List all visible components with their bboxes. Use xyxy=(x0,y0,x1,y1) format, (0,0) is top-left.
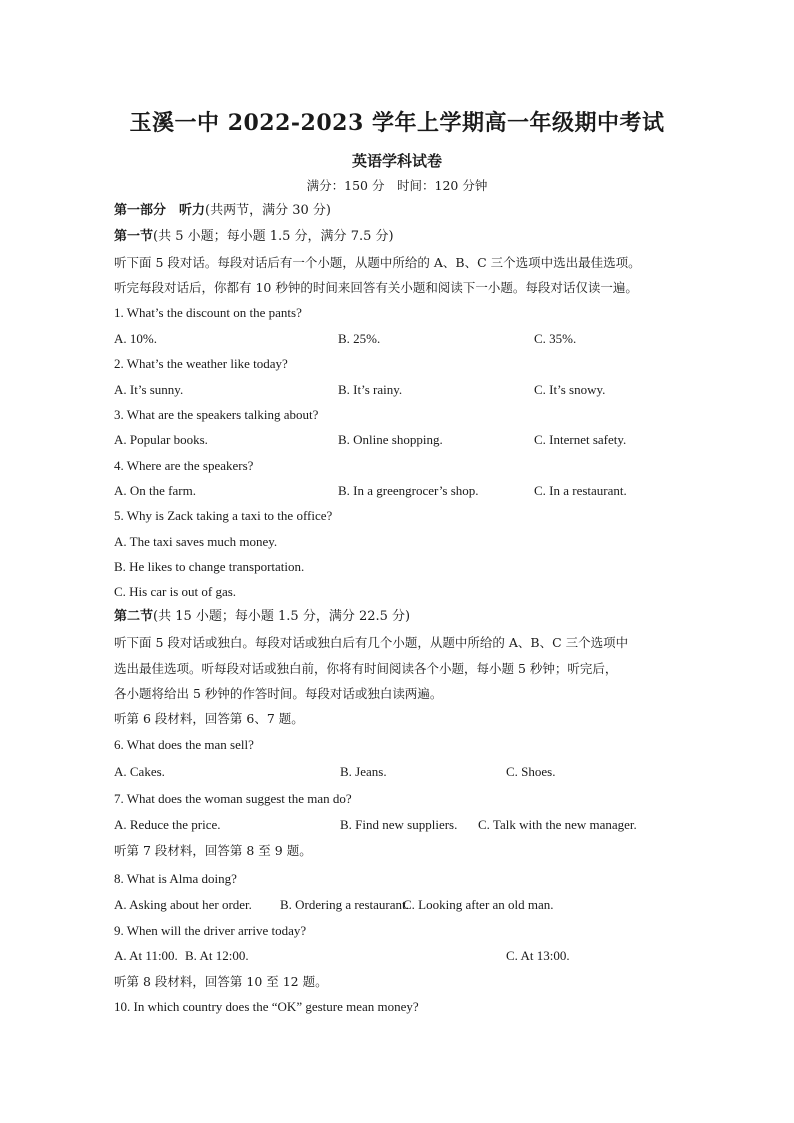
section1-heading xyxy=(114,229,394,245)
question-6-option-a: A. Cakes. xyxy=(114,764,165,779)
section2-heading xyxy=(114,609,410,625)
question-5-option-c: C. His car is out of gas. xyxy=(114,584,237,599)
question-4-option-a: A. On the farm. xyxy=(114,483,196,498)
question-2-stem: 2. What’s the weather like today? xyxy=(114,356,288,371)
question-2-option-c: C. It’s snowy. xyxy=(534,382,606,397)
question-8-option-b: B. Ordering a restaurant. xyxy=(280,897,409,912)
question-2-option-b: B. It’s rainy. xyxy=(338,382,403,397)
section1-instruction-1: 听下面 5 段对话。每段对话后有一个小题，从题中所给的 A、B、C 三个选项中选出最佳选项。 xyxy=(114,255,641,270)
part1-heading xyxy=(114,203,331,219)
question-9-stem: 9. When will the driver arrive today? xyxy=(114,923,307,938)
question-1-option-a: A. 10%. xyxy=(114,331,157,346)
question-3-stem: 3. What are the speakers talking about? xyxy=(114,407,319,422)
question-5-option-a: A. The taxi saves much money. xyxy=(114,534,278,549)
question-4-stem: 4. Where are the speakers? xyxy=(114,458,254,473)
question-3-option-a: A. Popular books. xyxy=(114,432,208,447)
question-7-stem: 7. What does the woman suggest the man do? xyxy=(114,791,352,806)
question-6-option-c: C. Shoes. xyxy=(506,764,556,779)
question-6-option-b: B. Jeans. xyxy=(340,764,387,779)
question-7-option-a: A. Reduce the price. xyxy=(114,817,221,832)
part1-heading-bold: 第一部分 听力 xyxy=(114,203,206,218)
material-6-note: 听第 6 段材料，回答第 6、7 题。 xyxy=(114,711,304,726)
score-time-line: 满分：150 分 时间：120 分钟 xyxy=(306,178,488,193)
question-6-stem: 6. What does the man sell? xyxy=(114,737,254,752)
question-1-option-b: B. 25%. xyxy=(338,331,381,346)
section1-instruction-2: 听完每段对话后，你都有 10 秒钟的时间来回答有关小题和阅读下一小题。每段对话仅读一遍。 xyxy=(114,280,638,295)
section2-heading-bold: 第二节 xyxy=(114,609,154,624)
section2-instruction-2: 选出最佳选项。听每段对话或独白前，你将有时间阅读各个小题，每小题 5 秒钟；听完后， xyxy=(114,661,618,676)
question-5-stem: 5. Why is Zack taking a taxi to the office? xyxy=(114,508,333,523)
question-9-option-a: A. At 11:00. xyxy=(114,948,178,963)
exam-subtitle: 英语学科试卷 xyxy=(351,152,442,170)
section1-heading-rest: (共 5 小题；每小题 1.5 分，满分 7.5 分) xyxy=(153,229,394,244)
question-4-option-b: B. In a greengrocer’s shop. xyxy=(338,483,479,498)
question-3-option-b: B. Online shopping. xyxy=(338,432,443,447)
part1-heading-rest: (共两节，满分 30 分) xyxy=(205,203,331,218)
material-8-note: 听第 8 段材料，回答第 10 至 12 题。 xyxy=(114,974,328,989)
section1-heading-bold: 第一节 xyxy=(114,229,154,244)
question-1-stem: 1. What’s the discount on the pants? xyxy=(114,305,302,320)
question-5-option-b: B. He likes to change transportation. xyxy=(114,559,305,574)
section2-instruction-1: 听下面 5 段对话或独白。每段对话或独白后有几个小题，从题中所给的 A、B、C 三个选项中 xyxy=(114,635,629,650)
exam-title: 玉溪一中 2022-2023 学年上学期高一年级期中考试 xyxy=(129,110,665,136)
question-8-option-a: A. Asking about her order. xyxy=(114,897,252,912)
section2-instruction-3: 各小题将给出 5 秒钟的作答时间。每段对话或独白读两遍。 xyxy=(114,686,443,701)
material-7-note: 听第 7 段材料，回答第 8 至 9 题。 xyxy=(114,843,312,858)
question-3-option-c: C. Internet safety. xyxy=(534,432,627,447)
question-7-option-b: B. Find new suppliers. xyxy=(340,817,458,832)
question-9-option-b: B. At 12:00. xyxy=(185,948,249,963)
question-4-option-c: C. In a restaurant. xyxy=(534,483,627,498)
question-8-stem: 8. What is Alma doing? xyxy=(114,871,237,886)
question-7-option-c: C. Talk with the new manager. xyxy=(478,817,637,832)
question-1-option-c: C. 35%. xyxy=(534,331,577,346)
question-8-option-c: C. Looking after an old man. xyxy=(403,897,554,912)
question-9-option-c: C. At 13:00. xyxy=(506,948,570,963)
question-2-option-a: A. It’s sunny. xyxy=(114,382,184,397)
question-10-stem: 10. In which country does the “OK” gesture mean money? xyxy=(114,999,419,1014)
section2-heading-rest: (共 15 小题；每小题 1.5 分，满分 22.5 分) xyxy=(153,609,411,624)
